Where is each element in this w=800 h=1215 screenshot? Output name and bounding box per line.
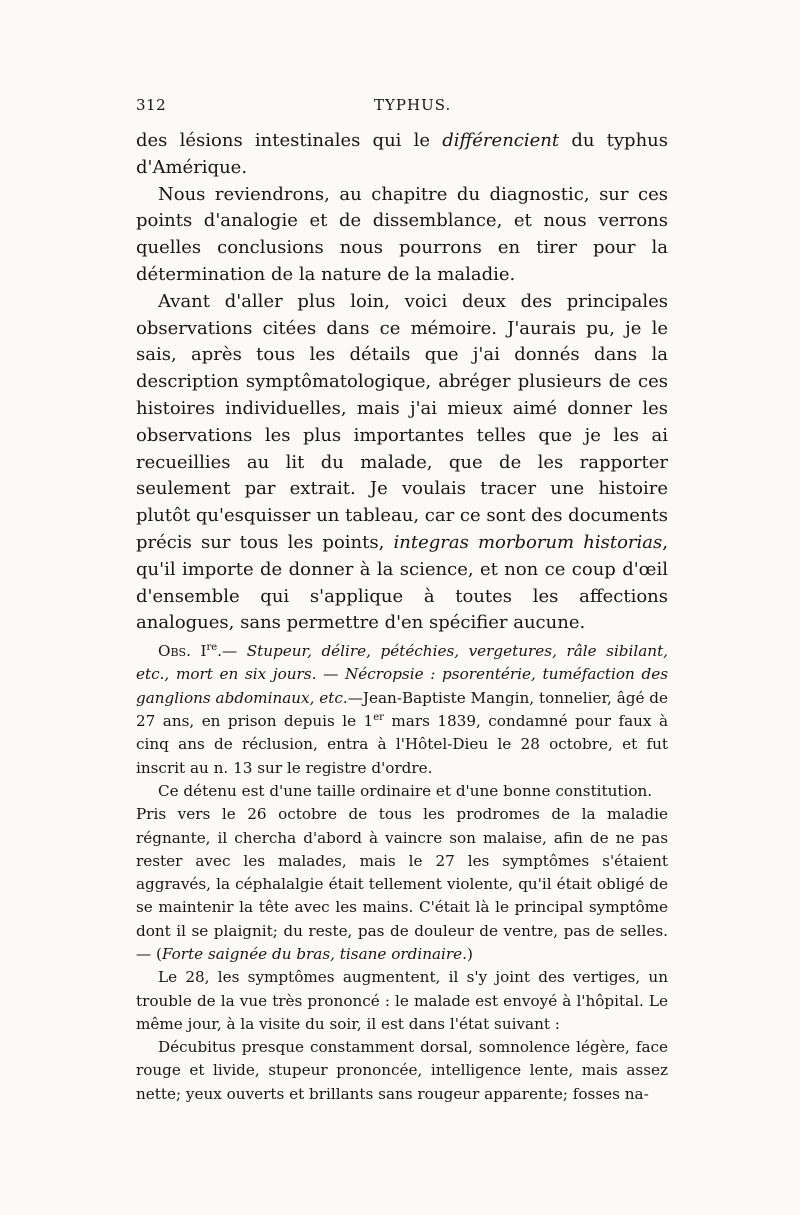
paragraph-5: Ce détenu est d'une taille ordinaire et d'une bonne constitution. [158,781,653,800]
paragraph-3: Avant d'aller plus loin, voici deux des principales observations citées dans ce mémoire. J'aurais pu, je le sais, après tous les détails que j'ai donnés dans la description symptômatologique, abréger plusieurs de ces histoires individuelles, mais j'ai mieux aimé donner les observations les plus importantes telles que je les ai recueillies au lit du malade, que de les rapporter seulement par extrait. Je voulais tracer une histoire plutôt qu'esquisser un tableau, car ce sont des documents précis sur tous les points, integras morborum historias, qu'il importe de donner à la science, et non ce coup d'œil d'ensemble qui s'applique à toutes les affections analogues, sans permettre d'en spécifier aucune. [136,290,668,634]
observation-header: Obs. Ire.— Stupeur, délire, pétéchies, vergetures, râle sibilant, etc., mort en six jours. — Nécropsie : psorentérie, tuméfaction des ganglions abdominaux, etc.—Jean-Baptiste Mangin, tonnelier, âgé de 27 ans, en prison depuis le 1er mars 1839, condamné pour faux à cinq ans de réclusion, entra à l'Hôtel-Dieu le 28 octobre, et fut inscrit au n. 13 sur le registre d'ordre. [136,642,669,777]
page-number: 312 [136,96,167,114]
paragraph-1: des lésions intestinales qui le différencient du typhus d'Amérique. [136,130,668,178]
paragraph-2: Nous reviendrons, au chapitre du diagnostic, sur ces points d'analogie et de dissemblance, et nous verrons quelles conclusions nous pourrons en tirer pour la détermination de la nature de la maladie. [136,183,668,285]
running-title: TYPHUS. [374,96,452,114]
page-body [136,128,668,1106]
paragraph-6: Pris vers le 26 octobre de tous les prodromes de la maladie régnante, il chercha d'abord à vaincre son malaise, afin de ne pas rester avec les malades, mais le 27 les symptômes s'étaient aggravés, la céphalalgie était tellement violente, qu'il était obligé de se maintenir la tête avec les mains. C'était là le principal symptôme dont il se plaignit; du reste, pas de douleur de ventre, pas de selles. — (Forte saignée du bras, tisane ordinaire.) [136,805,668,963]
paragraph-8: Décubitus presque constamment dorsal, somnolence légère, face rouge et livide, stupeur prononcée, intelligence lente, mais assez nette; yeux ouverts et brillants sans rougeur apparente; fosses na- [136,1038,668,1103]
paragraph-7: Le 28, les symptômes augmentent, il s'y joint des vertiges, un trouble de la vue très prononcé : le malade est envoyé à l'hôpital. Le même jour, à la visite du soir, il est dans l'état suivant : [136,968,668,1033]
